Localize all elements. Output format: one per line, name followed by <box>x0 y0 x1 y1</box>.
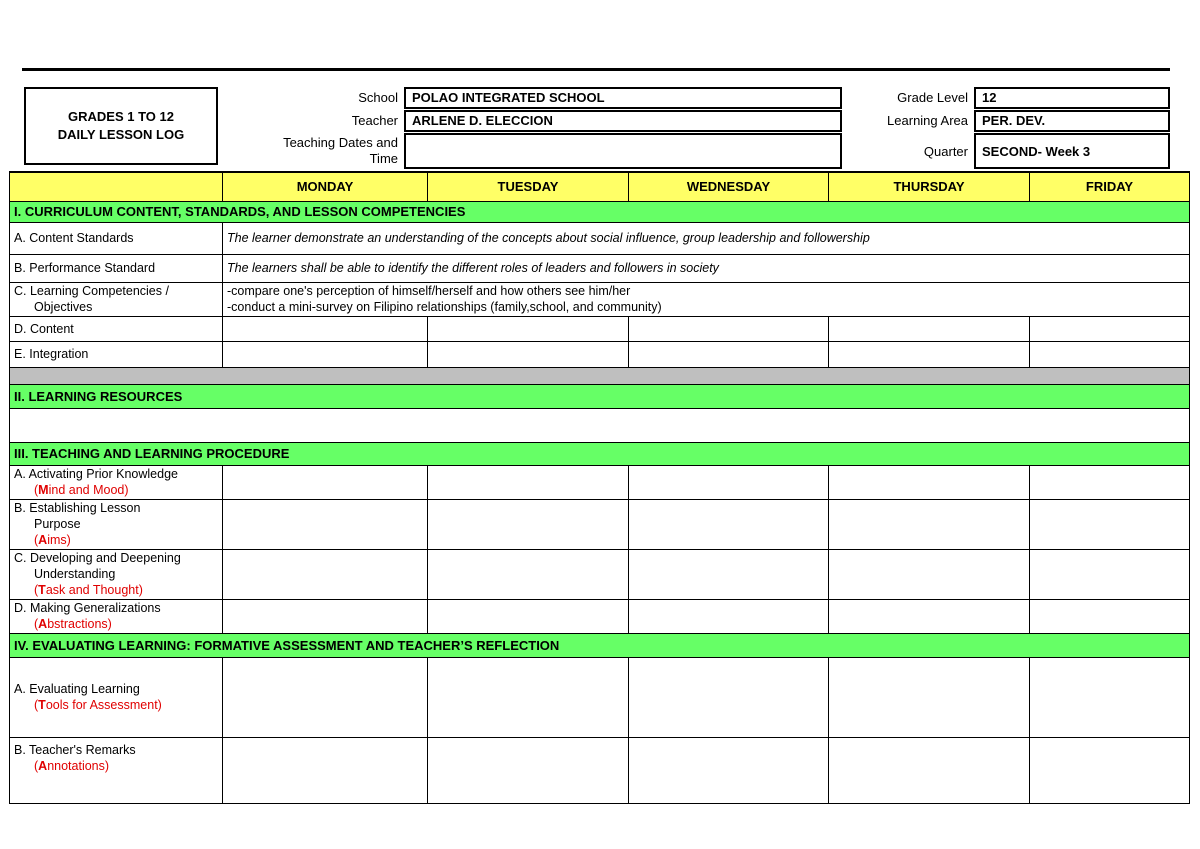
competency-1: -compare one's perception of himself/herself and how others see him/her <box>227 284 631 298</box>
cell <box>629 737 829 803</box>
day-header-row <box>10 172 1190 201</box>
remarks-sub: (Annotations) <box>34 758 110 773</box>
dates-label-line-2: Time <box>369 151 398 166</box>
developing-label <box>10 549 223 599</box>
day-tuesday: TUESDAY <box>428 172 629 201</box>
cell <box>223 657 428 737</box>
section-1-title: I. CURRICULUM CONTENT, STANDARDS, AND LESSON COMPETENCIES <box>10 201 1190 222</box>
section-3-title: III. TEACHING AND LEARNING PROCEDURE <box>10 442 1190 465</box>
top-rule <box>22 68 1170 71</box>
cell <box>428 499 629 549</box>
cell <box>223 465 428 499</box>
activating-row <box>10 465 1190 499</box>
remarks-label-text: B. Teacher's Remarks <box>14 742 136 757</box>
content-row <box>10 316 1190 341</box>
separator-row <box>10 367 1190 384</box>
performance-standard-value: The learners shall be able to identify the different roles of leaders and followers in society <box>223 254 1190 282</box>
cell <box>1030 341 1190 367</box>
cell <box>223 316 428 341</box>
school-value: POLAO INTEGRATED SCHOOL <box>404 87 842 109</box>
cell <box>1030 499 1190 549</box>
activating-sub-initial: M <box>38 483 49 497</box>
cell <box>629 499 829 549</box>
content-standards-row <box>10 222 1190 254</box>
activating-label <box>10 465 223 499</box>
establishing-label <box>10 499 223 549</box>
separator-cell <box>10 367 1190 384</box>
cell <box>223 737 428 803</box>
generalizations-sub: (Abstractions) <box>34 617 112 631</box>
dates-label-line-1: Teaching Dates and <box>283 135 398 150</box>
cell <box>829 737 1030 803</box>
evaluating-sub-initial: T <box>38 698 46 712</box>
day-thursday: THURSDAY <box>829 172 1030 201</box>
cell <box>428 657 629 737</box>
day-friday: FRIDAY <box>1030 172 1190 201</box>
cell <box>1030 465 1190 499</box>
establishing-sub-initial: A <box>38 533 48 547</box>
cell <box>428 341 629 367</box>
developing-row <box>10 549 1190 599</box>
cell <box>1030 657 1190 737</box>
section-4-row <box>10 633 1190 657</box>
competencies-label <box>10 282 223 316</box>
competencies-row <box>10 282 1190 316</box>
cell <box>829 316 1030 341</box>
establishing-sub-rest: ims <box>47 533 67 547</box>
generalizations-label <box>10 599 223 633</box>
teacher-label: Teacher <box>351 113 398 128</box>
developing-sub-rest: ask and Thought <box>45 583 139 597</box>
learning-resources-row <box>10 408 1190 442</box>
cell <box>829 657 1030 737</box>
section-4-title: IV. EVALUATING LEARNING: FORMATIVE ASSESSMENT AND TEACHER’S REFLECTION <box>10 633 1190 657</box>
cell <box>829 549 1030 599</box>
grade-level-label: Grade Level <box>897 90 968 105</box>
cell <box>629 341 829 367</box>
remarks-sub-initial: A <box>38 758 48 773</box>
log-title <box>24 87 218 165</box>
cell <box>1030 549 1190 599</box>
establishing-label-line-2: Purpose <box>34 517 81 531</box>
evaluating-label-text: A. Evaluating Learning <box>14 682 140 696</box>
quarter-label: Quarter <box>923 144 968 159</box>
cell <box>1030 599 1190 633</box>
day-header-blank <box>10 172 223 201</box>
performance-standard-label: B. Performance Standard <box>10 254 223 282</box>
section-2-title: II. LEARNING RESOURCES <box>10 384 1190 408</box>
cell <box>428 737 629 803</box>
generalizations-sub-initial: A <box>38 617 48 631</box>
remarks-row <box>10 737 1190 803</box>
competency-2: -conduct a mini-survey on Filipino relationships (family,school, and community) <box>227 300 662 314</box>
cell <box>629 657 829 737</box>
cell <box>428 316 629 341</box>
generalizations-row <box>10 599 1190 633</box>
integration-label: E. Integration <box>10 341 223 367</box>
evaluating-sub-rest: ools for Assessment <box>45 698 158 712</box>
grade-level-value: 12 <box>974 87 1170 109</box>
section-1-row <box>10 201 1190 222</box>
learning-resources-cell <box>10 408 1190 442</box>
cell <box>223 341 428 367</box>
cell <box>829 341 1030 367</box>
competencies-value <box>223 282 1190 316</box>
integration-row <box>10 341 1190 367</box>
dates-value <box>404 133 842 169</box>
cell <box>829 499 1030 549</box>
remarks-label <box>10 737 223 803</box>
cell <box>428 599 629 633</box>
title-line-2: DAILY LESSON LOG <box>57 127 185 142</box>
title-line-1: GRADES 1 TO 12 <box>68 109 174 124</box>
activating-sub: (Mind and Mood) <box>34 483 129 497</box>
cell <box>629 316 829 341</box>
cell <box>629 599 829 633</box>
content-label: D. Content <box>10 316 223 341</box>
cell <box>629 465 829 499</box>
cell <box>829 599 1030 633</box>
evaluating-sub: (Tools for Assessment) <box>34 698 162 712</box>
activating-sub-rest: ind and Mood <box>48 483 125 497</box>
cell <box>829 465 1030 499</box>
cell <box>223 549 428 599</box>
content-standards-value: The learner demonstrate an understanding of the concepts about social influence, group leadership and followership <box>223 222 1190 254</box>
quarter-value: SECOND- Week 3 <box>974 133 1170 169</box>
lesson-log-table <box>9 171 1190 804</box>
cell <box>629 549 829 599</box>
establishing-label-line-1: B. Establishing Lesson <box>14 501 141 515</box>
teacher-value: ARLENE D. ELECCION <box>404 110 842 132</box>
cell <box>223 599 428 633</box>
day-monday: MONDAY <box>223 172 428 201</box>
developing-sub: (Task and Thought) <box>34 583 143 597</box>
cell <box>223 499 428 549</box>
day-wednesday: WEDNESDAY <box>629 172 829 201</box>
evaluating-label <box>10 657 223 737</box>
establishing-row <box>10 499 1190 549</box>
cell <box>428 549 629 599</box>
generalizations-sub-rest: bstractions <box>47 617 108 631</box>
developing-label-line-1: C. Developing and Deepening <box>14 551 181 565</box>
generalizations-label-text: D. Making Generalizations <box>14 601 161 615</box>
learning-area-label: Learning Area <box>887 113 968 128</box>
evaluating-row <box>10 657 1190 737</box>
cell <box>428 465 629 499</box>
section-3-row <box>10 442 1190 465</box>
developing-sub-initial: T <box>38 583 46 597</box>
cell <box>1030 737 1190 803</box>
dates-label <box>220 135 398 167</box>
competencies-label-line-1: C. Learning Competencies / <box>14 284 169 298</box>
section-2-row <box>10 384 1190 408</box>
performance-standard-row <box>10 254 1190 282</box>
content-standards-label: A. Content Standards <box>10 222 223 254</box>
cell <box>1030 316 1190 341</box>
developing-label-line-2: Understanding <box>34 567 116 581</box>
competencies-label-line-2: Objectives <box>34 300 93 314</box>
school-label: School <box>358 90 398 105</box>
establishing-sub: (Aims) <box>34 533 71 547</box>
learning-area-value: PER. DEV. <box>974 110 1170 132</box>
remarks-sub-rest: nnotations <box>47 758 105 773</box>
activating-label-text: A. Activating Prior Knowledge <box>14 467 178 481</box>
